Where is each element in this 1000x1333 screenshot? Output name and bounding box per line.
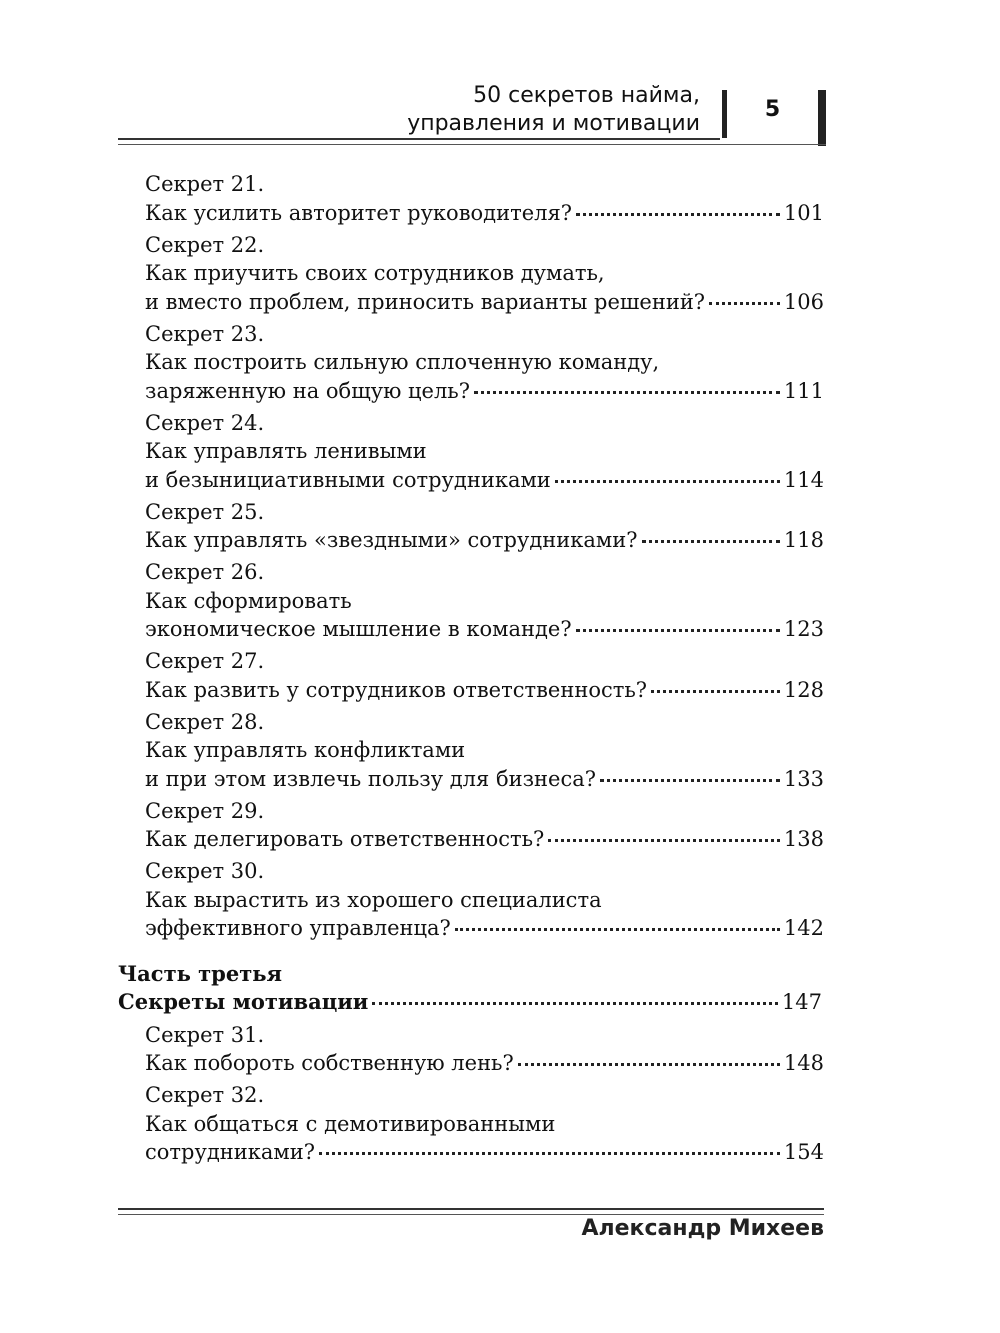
table-of-contents: [118, 170, 824, 1170]
secret-title-row: [145, 377, 824, 406]
dot-leader: [600, 779, 780, 782]
secret-label: Секрет 29.: [145, 798, 265, 823]
running-header: [118, 82, 826, 148]
secret-label: Секрет 30.: [145, 859, 265, 883]
secret-title-row: [145, 1138, 824, 1167]
secret-title: и при этом извлечь пользу для бизнеса?: [145, 766, 596, 791]
secret-title-line: Как построить сильную сплоченную команду,: [145, 350, 660, 374]
part-title-row: [118, 988, 824, 1017]
part-page-number: 147: [781, 990, 822, 1014]
secret-page-number: 138: [783, 827, 824, 851]
part-title: Секреты мотивации: [118, 989, 369, 1014]
secret-page-number: 106: [783, 289, 824, 314]
page-number: 5: [764, 97, 781, 122]
dot-leader: [576, 629, 780, 632]
secret-page-number: 123: [783, 617, 824, 641]
secret-title: Как развить у сотрудников ответственность?: [145, 677, 648, 702]
dot-leader: [642, 540, 780, 543]
secret-page-number: 128: [783, 677, 824, 702]
footer-rule-thick: [118, 1208, 824, 1210]
part-heading: Часть третья: [118, 960, 282, 986]
secret-label: Секрет 27.: [145, 649, 265, 673]
page-number-box-right-rule: [818, 90, 826, 146]
author-name: Александр Михеев: [581, 1216, 824, 1241]
secret-page-number: 118: [783, 528, 824, 552]
secret-title: эффективного управленца?: [145, 916, 451, 940]
book-title: [407, 82, 700, 138]
secret-label: Секрет 26.: [145, 560, 265, 584]
dot-leader: [474, 391, 780, 394]
book-title-line-2: управления и мотивации: [407, 111, 700, 136]
secret-title-line: Как сформировать: [145, 588, 352, 613]
secret-title-row: [145, 288, 824, 317]
dot-leader: [651, 690, 780, 693]
book-title-line-1: 50 секретов найма,: [473, 83, 700, 108]
secret-title: и вместо проблем, приносить варианты решений?: [145, 289, 706, 314]
secret-title-line: Как управлять ленивыми: [145, 439, 427, 463]
secret-title-row: [145, 914, 824, 943]
secret-title-row: [145, 1049, 824, 1078]
secret-title: Как делегировать ответственность?: [145, 827, 545, 851]
secret-title-row: [145, 199, 824, 228]
secret-page-number: 114: [783, 467, 824, 492]
dot-leader: [455, 928, 780, 931]
secret-label: Секрет 24.: [145, 410, 265, 435]
secret-label: Секрет 22.: [145, 232, 265, 257]
secret-title-row: [145, 615, 824, 644]
secret-page-number: 154: [783, 1140, 824, 1164]
secret-title: экономическое мышление в команде?: [145, 617, 572, 641]
secret-page-number: 111: [783, 378, 824, 403]
toc-group-part-three: [118, 1021, 824, 1167]
secret-label: Секрет 25.: [145, 499, 265, 524]
secret-title-row: [145, 466, 824, 495]
secret-label: Секрет 32.: [145, 1083, 265, 1107]
toc-entry: [145, 498, 824, 555]
secret-title-line: Как вырастить из хорошего специалиста: [145, 887, 602, 912]
secret-title: Как управлять «звездными» сотрудниками?: [145, 528, 638, 552]
toc-entry: [145, 857, 824, 943]
dot-leader: [319, 1152, 780, 1155]
secret-label: Секрет 21.: [145, 172, 265, 196]
toc-entry: [145, 231, 824, 317]
toc-entry: [145, 409, 824, 495]
secret-title: Как усилить авторитет руководителя?: [145, 200, 572, 225]
secret-title: и безынициативными сотрудниками: [145, 467, 551, 492]
secret-title: заряженную на общую цель?: [145, 378, 470, 403]
toc-entry: [145, 708, 824, 794]
dot-leader: [372, 1002, 778, 1005]
secret-title-line: Как общаться с демотивированными: [145, 1111, 556, 1136]
secret-title-line: Как управлять конфликтами: [145, 738, 466, 762]
toc-entry: [145, 320, 824, 406]
secret-title-row: [145, 765, 824, 794]
secret-title: сотрудниками?: [145, 1140, 315, 1164]
secret-title-line: Как приучить своих сотрудников думать,: [145, 261, 605, 285]
header-rule-thin: [118, 144, 826, 145]
toc-part-heading: [118, 960, 824, 1017]
secret-label: Секрет 28.: [145, 709, 265, 734]
secret-title: Как побороть собственную лень?: [145, 1051, 514, 1075]
header-rule-thick: [118, 138, 720, 140]
secret-label: Секрет 23.: [145, 321, 265, 346]
secret-page-number: 148: [783, 1051, 824, 1075]
secret-label: Секрет 31.: [145, 1022, 265, 1047]
dot-leader: [709, 302, 780, 305]
toc-entry: [145, 1021, 824, 1078]
toc-entry: [145, 170, 824, 227]
toc-entry: [145, 797, 824, 854]
toc-entry: [145, 1081, 824, 1167]
dot-leader: [555, 480, 780, 483]
toc-entry: [145, 558, 824, 644]
secret-page-number: 133: [783, 766, 824, 791]
secret-page-number: 142: [783, 916, 824, 940]
secret-title-row: [145, 526, 824, 555]
dot-leader: [518, 1063, 780, 1066]
secret-title-row: [145, 825, 824, 854]
dot-leader: [548, 839, 780, 842]
toc-group-part-two: [118, 170, 824, 943]
secret-page-number: 101: [783, 200, 824, 225]
toc-entry: [145, 647, 824, 704]
secret-title-row: [145, 676, 824, 705]
dot-leader: [576, 213, 780, 216]
